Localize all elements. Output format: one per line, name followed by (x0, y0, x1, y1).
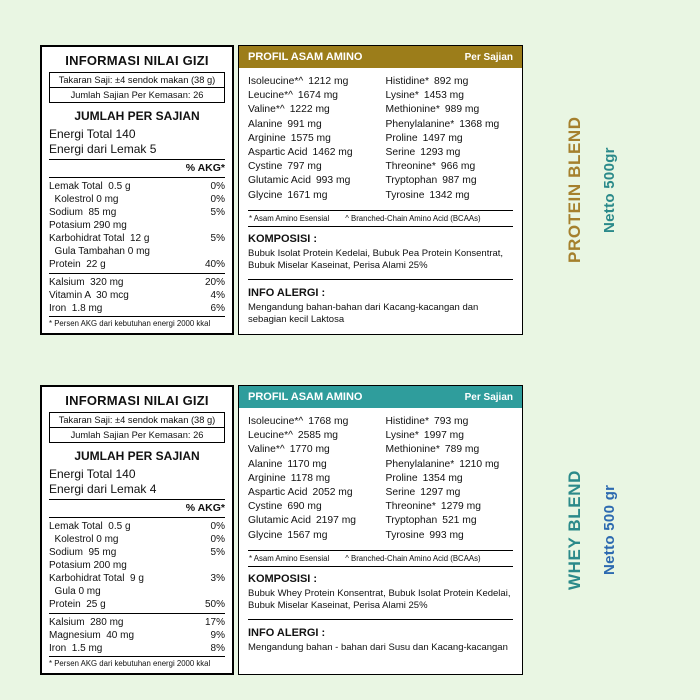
amino-value: 793 mg (434, 416, 469, 427)
amino-row (386, 118, 514, 132)
legend-bcaa: ^ Branched-Chain Amino Acid (BCAAs) (345, 213, 481, 223)
nutrient-value: 5% (210, 546, 225, 558)
nutrient-value: 40% (204, 258, 225, 270)
amino-name: Proline (385, 132, 418, 144)
divider (49, 177, 225, 178)
nutrient-value: 0% (210, 533, 225, 545)
amino-name: Aspartic Acid (248, 147, 308, 159)
amino-name: Glutamic Acid (248, 175, 311, 187)
nutrient-row (49, 585, 225, 598)
amino-value: 993 mg (315, 175, 351, 187)
amino-name: Leucine*^ (248, 90, 293, 102)
amino-columns (248, 415, 513, 543)
komposisi-title: KOMPOSISI : (248, 572, 318, 585)
amino-name: Isoleucine*^ (248, 416, 304, 427)
amino-row (248, 486, 376, 500)
serving-info-row: Jumlah Sajian Per Kemasan: 26 (50, 87, 224, 102)
amino-row (248, 458, 376, 472)
amino-row (248, 529, 376, 543)
akg-column-header: % AKG* (185, 502, 225, 514)
amino-name: Leucine*^ (248, 430, 293, 442)
komposisi-section (248, 567, 513, 613)
nutrient-label: Kalsium 320 mg (49, 276, 124, 288)
nutrient-row (49, 193, 225, 206)
legend-bcaa: ^ Branched-Chain Amino Acid (BCAAs) (345, 553, 481, 563)
amino-name: Methionine* (385, 104, 440, 116)
serving-info-row: Takaran Saji: ±4 sendok makan (38 g) (58, 415, 216, 425)
nutrient-row (49, 598, 225, 611)
amino-column-right (386, 75, 514, 203)
nutrient-label: Gula 0 mg (49, 585, 101, 597)
amino-row (248, 189, 376, 203)
amino-value: 1462 mg (312, 147, 353, 159)
nutrient-row (49, 245, 225, 258)
amino-value: 1293 mg (420, 147, 461, 159)
alergi-text: Mengandung bahan-bahan dari Kacang-kacangan dan sebagian kecil Laktosa (248, 301, 479, 325)
nutrient-value: 17% (204, 616, 225, 628)
amino-row (248, 429, 376, 443)
product-name-vertical: WHEY BLEND (565, 470, 584, 590)
amino-value: 1453 mg (423, 90, 464, 102)
alergi-title: INFO ALERGI : (248, 626, 326, 639)
nutrient-label: Lemak Total 0.5 g (49, 180, 131, 192)
nutrient-label: Sodium 85 mg (49, 206, 117, 218)
amino-value: 797 mg (287, 161, 322, 173)
nutrient-value: 8% (210, 642, 225, 654)
nutrient-rows (49, 180, 225, 271)
amino-row (248, 103, 376, 117)
amino-row (386, 529, 514, 543)
nutrient-row (49, 616, 225, 629)
akg-column-header: % AKG* (185, 162, 225, 174)
nutrient-label: Kalsium 280 mg (49, 616, 124, 628)
amino-name: Phenylalanine* (385, 458, 455, 470)
nutrient-value: 5% (210, 232, 225, 244)
amino-name: Glycine (248, 189, 283, 201)
side-labels (565, 385, 618, 675)
amino-name: Aspartic Acid (248, 487, 308, 499)
nutrient-label: Kolestrol 0 mg (49, 533, 119, 545)
amino-name: Histidine* (385, 416, 429, 427)
mineral-rows (49, 276, 225, 315)
amino-name: Alanine (248, 118, 283, 130)
nutrient-label: Vitamin A 30 mcg (49, 289, 129, 301)
akg-footnote: * Persen AKG dari kebutuhan energi 2000 kkal (49, 656, 225, 668)
amino-name: Tryptophan (385, 175, 438, 187)
amino-value: 2052 mg (312, 487, 353, 499)
amino-name: Tryptophan (385, 515, 438, 527)
amino-row (386, 103, 514, 117)
amino-value: 989 mg (444, 104, 480, 116)
nutrient-value: 3% (210, 572, 225, 584)
per-sajian-label: Per Sajian (464, 391, 513, 403)
amino-row (386, 75, 514, 89)
amino-profile-box (238, 385, 523, 675)
nutrient-row (49, 232, 225, 245)
energy-line: Energi dari Lemak 5 (49, 142, 157, 156)
nutrient-row (49, 572, 225, 585)
nutrient-rows (49, 520, 225, 611)
amino-profile-body (239, 408, 522, 674)
nutrient-label: Protein 25 g (49, 598, 106, 610)
amino-value: 1178 mg (290, 472, 331, 484)
amino-value: 966 mg (440, 161, 476, 173)
amino-column-right (386, 415, 514, 543)
nutrient-label: Kolestrol 0 mg (49, 193, 119, 205)
alergi-section (248, 279, 513, 327)
nutrition-facts-box (40, 45, 234, 335)
nutrient-value: 0% (210, 193, 225, 205)
amino-value: 1212 mg (308, 76, 349, 87)
amino-profile-title: PROFIL ASAM AMINO (248, 391, 363, 403)
amino-row (248, 146, 376, 160)
amino-row (386, 146, 514, 160)
nutrient-row (49, 206, 225, 219)
amino-row (248, 160, 376, 174)
nutrient-value: 6% (210, 302, 225, 314)
amino-value: 1567 mg (287, 529, 328, 541)
amino-row (386, 514, 514, 528)
nutrient-label: Protein 22 g (49, 258, 106, 270)
amino-name: Tyrosine (385, 529, 425, 541)
amino-row (248, 472, 376, 486)
amino-row (386, 132, 514, 146)
komposisi-section (248, 227, 513, 273)
komposisi-text: Bubuk Whey Protein Konsentrat, Bubuk Isolat Protein Kedelai, Bubuk Miselar Kaseinat, Perisa Alami 25% (248, 587, 511, 612)
amino-name: Valine*^ (248, 444, 285, 456)
nutrient-label: Potasium 290 mg (49, 219, 127, 231)
amino-value: 1368 mg (459, 118, 500, 130)
nutrient-value: 5% (210, 206, 225, 218)
amino-name: Tyrosine (385, 189, 425, 201)
nutrient-label: Iron 1.8 mg (49, 302, 103, 314)
amino-name: Proline (385, 472, 418, 484)
side-labels (565, 45, 618, 335)
amino-name: Glycine (248, 529, 283, 541)
nutrient-value: 0% (210, 520, 225, 532)
legend-essential: * Asam Amino Esensial (249, 553, 330, 563)
amino-name: Isoleucine*^ (248, 76, 304, 87)
amino-name: Threonine* (385, 501, 436, 513)
protein-blend-panel (40, 45, 700, 335)
amino-row (248, 174, 376, 188)
nutrient-row (49, 289, 225, 302)
amino-name: Methionine* (385, 444, 440, 456)
amino-profile-box (238, 45, 523, 335)
amino-column-left (248, 75, 376, 203)
amino-value: 1342 mg (429, 189, 470, 201)
amino-row (386, 415, 514, 429)
nutrient-value: 50% (204, 598, 225, 610)
alergi-text: Mengandung bahan - bahan dari Susu dan Kacang-kacangan (248, 641, 508, 653)
amino-value: 1297 mg (420, 487, 461, 499)
nutrient-row (49, 629, 225, 642)
amino-row (248, 500, 376, 514)
nutrient-label: Magnesium 40 mg (49, 629, 135, 641)
divider (49, 613, 225, 614)
amino-name: Arginine (248, 472, 286, 484)
amino-row (248, 415, 376, 429)
amino-profile-title: PROFIL ASAM AMINO (248, 51, 363, 63)
amino-value: 521 mg (442, 515, 477, 527)
amino-legend (248, 210, 513, 227)
nutrient-label: Gula Tambahan 0 mg (49, 245, 150, 257)
amino-value: 1497 mg (422, 132, 463, 144)
divider (49, 159, 225, 160)
amino-value: 1170 mg (287, 458, 327, 470)
amino-name: Lysine* (385, 90, 419, 102)
alergi-title: INFO ALERGI : (248, 286, 326, 299)
amino-row (248, 443, 376, 457)
amino-name: Arginine (248, 132, 286, 144)
nutrition-facts-box (40, 385, 234, 675)
amino-profile-header (239, 386, 522, 408)
energy-lines (49, 127, 225, 157)
amino-value: 1671 mg (287, 189, 328, 201)
mineral-rows (49, 616, 225, 655)
amino-row (248, 514, 376, 528)
divider (49, 517, 225, 518)
divider (49, 499, 225, 500)
amino-row (248, 118, 376, 132)
amino-value: 2585 mg (297, 430, 338, 442)
amino-row (386, 89, 514, 103)
amino-profile-body (239, 68, 522, 334)
amino-column-left (248, 415, 376, 543)
nutrition-title: INFORMASI NILAI GIZI (65, 53, 209, 68)
nutrition-title: INFORMASI NILAI GIZI (65, 393, 209, 408)
amino-name: Phenylalanine* (385, 118, 455, 130)
amino-name: Histidine* (385, 76, 429, 87)
amino-row (386, 174, 514, 188)
nutrient-row (49, 302, 225, 315)
nutrient-row (49, 546, 225, 559)
amino-value: 892 mg (434, 76, 469, 87)
nutrient-label: Karbohidrat Total 12 g (49, 232, 150, 244)
alergi-section (248, 619, 513, 654)
nutrient-value: 9% (210, 629, 225, 641)
nutrient-label: Sodium 95 mg (49, 546, 117, 558)
amino-name: Alanine (248, 458, 283, 470)
nutrient-label: Lemak Total 0.5 g (49, 520, 131, 532)
amino-value: 1674 mg (297, 90, 338, 102)
nutrient-value: 20% (204, 276, 225, 288)
nutrient-row (49, 533, 225, 546)
energy-line: Energi Total 140 (49, 127, 136, 141)
whey-blend-panel (40, 385, 700, 675)
komposisi-title: KOMPOSISI : (248, 232, 318, 245)
nutrient-label: Potasium 200 mg (49, 559, 127, 571)
serving-info-box (49, 72, 225, 103)
amino-row (386, 189, 514, 203)
serving-info-row: Jumlah Sajian Per Kemasan: 26 (50, 427, 224, 442)
nutrient-row (49, 642, 225, 655)
amino-row (386, 472, 514, 486)
amino-value: 1768 mg (308, 416, 349, 427)
amino-value: 991 mg (287, 118, 322, 130)
divider (49, 273, 225, 274)
amino-value: 1575 mg (290, 132, 331, 144)
amino-name: Glutamic Acid (248, 515, 311, 527)
amino-row (386, 500, 514, 514)
amino-row (386, 486, 514, 500)
amino-row (386, 160, 514, 174)
akg-footnote: * Persen AKG dari kebutuhan energi 2000 kkal (49, 316, 225, 328)
nutrient-row (49, 258, 225, 271)
amino-name: Serine (385, 487, 416, 499)
amino-row (248, 89, 376, 103)
amino-profile-header (239, 46, 522, 68)
amino-name: Cystine (248, 501, 283, 513)
amino-value: 1279 mg (440, 501, 481, 513)
amino-name: Valine*^ (248, 104, 285, 116)
per-sajian-label: Per Sajian (464, 51, 513, 63)
serving-info-box (49, 412, 225, 443)
nutrient-row (49, 276, 225, 289)
energy-line: Energi Total 140 (49, 467, 136, 481)
amino-value: 1770 mg (289, 444, 330, 456)
amino-value: 987 mg (442, 175, 477, 187)
amino-row (248, 75, 376, 89)
nutrient-label: Karbohidrat Total 9 g (49, 572, 144, 584)
nutrient-row (49, 559, 225, 572)
amino-value: 993 mg (429, 529, 464, 541)
serving-info-row: Takaran Saji: ±4 sendok makan (38 g) (58, 75, 216, 85)
amino-row (248, 132, 376, 146)
amino-columns (248, 75, 513, 203)
product-name-vertical: PROTEIN BLEND (565, 116, 584, 264)
amino-name: Serine (385, 147, 416, 159)
net-weight-vertical: Netto 500gr (601, 147, 618, 233)
amino-value: 690 mg (287, 501, 322, 513)
per-serving-title: JUMLAH PER SAJIAN (74, 109, 200, 123)
nutrient-label: Iron 1.5 mg (49, 642, 103, 654)
amino-row (386, 443, 514, 457)
nutrient-row (49, 180, 225, 193)
amino-value: 2197 mg (315, 515, 357, 527)
amino-row (386, 458, 514, 472)
amino-value: 1210 mg (459, 458, 500, 470)
amino-value: 1222 mg (289, 104, 330, 116)
amino-value: 1997 mg (423, 430, 464, 442)
nutrient-value: 0% (210, 180, 225, 192)
net-weight-vertical: Netto 500 gr (601, 484, 618, 576)
komposisi-text: Bubuk Isolat Protein Kedelai, Bubuk Pea Protein Konsentrat, Bubuk Miselar Kaseinat, Perisa Alami 25% (248, 247, 504, 272)
energy-lines (49, 467, 225, 497)
nutrient-value: 4% (210, 289, 225, 301)
energy-line: Energi dari Lemak 4 (49, 482, 157, 496)
amino-row (386, 429, 514, 443)
per-serving-title: JUMLAH PER SAJIAN (74, 449, 200, 463)
nutrient-row (49, 520, 225, 533)
nutrient-row (49, 219, 225, 232)
amino-name: Cystine (248, 161, 283, 173)
legend-essential: * Asam Amino Esensial (249, 213, 330, 223)
amino-value: 789 mg (444, 444, 480, 456)
amino-legend (248, 550, 513, 567)
amino-name: Threonine* (385, 161, 436, 173)
amino-name: Lysine* (385, 430, 419, 442)
amino-value: 1354 mg (422, 472, 463, 484)
